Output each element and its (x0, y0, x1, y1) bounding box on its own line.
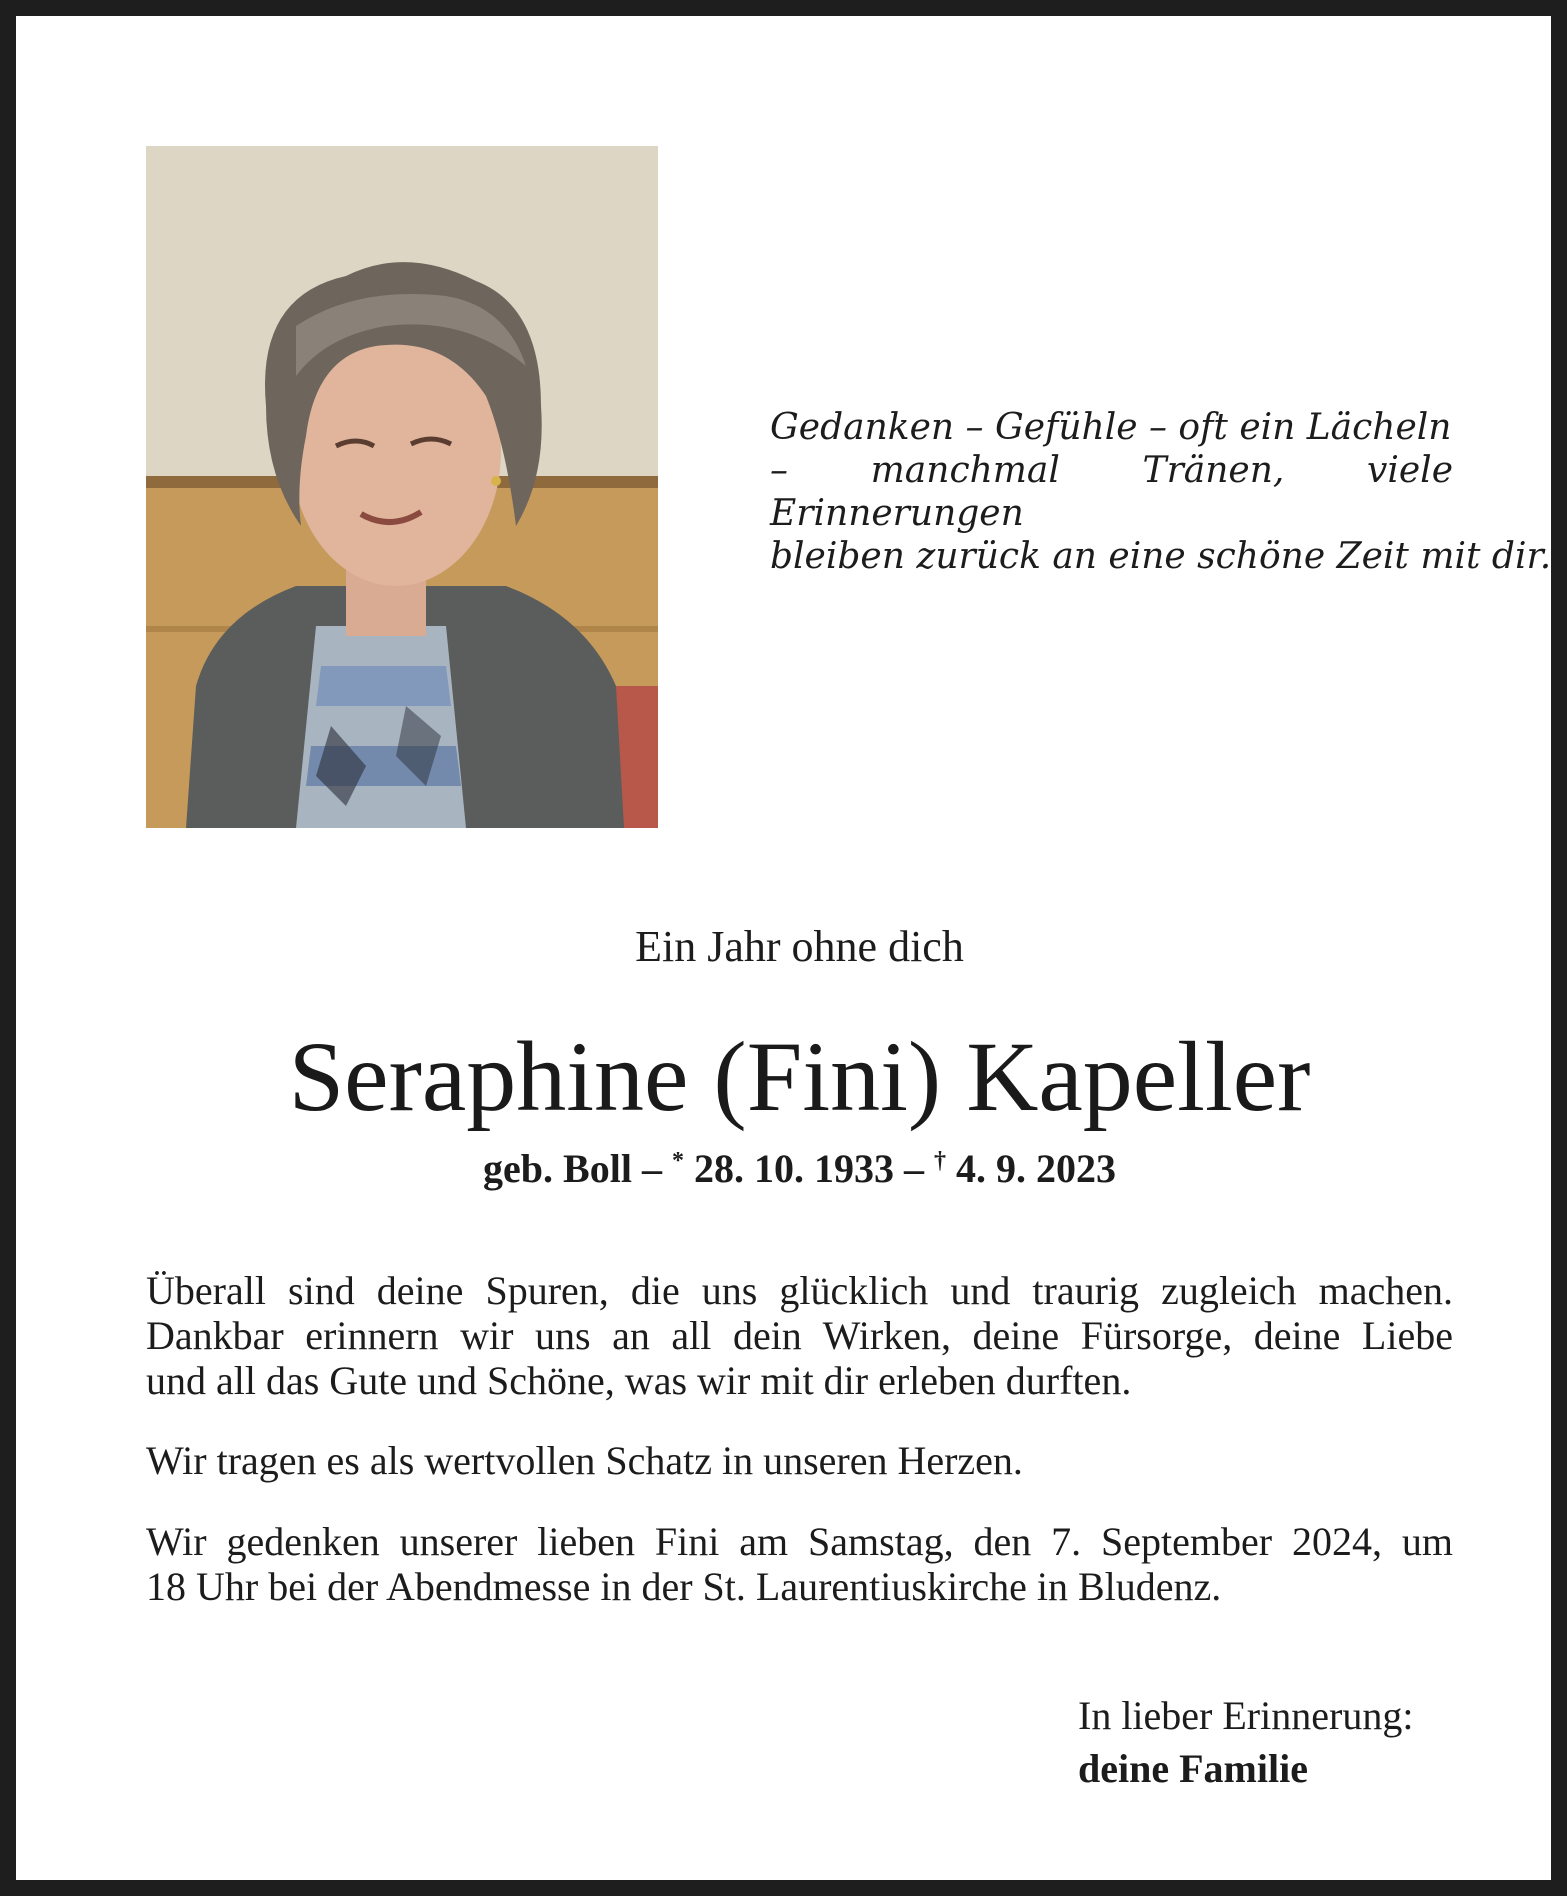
poem-line: – manchmal Tränen, viele Erinnerungen (770, 450, 1453, 534)
paragraph-line: Dankbar erinnern wir uns an all dein Wirken, deine Fürsorge, deine Liebe (146, 1313, 1453, 1358)
poem-line: bleiben zurück an eine schöne Zeit mit dir. (770, 536, 1552, 577)
separator: – (641, 1146, 662, 1191)
birth-date: 28. 10. 1933 (693, 1146, 894, 1191)
poem-line: Gedanken – Gefühle – oft ein Lächeln (770, 407, 1452, 448)
family-signature: deine Familie (1078, 1746, 1308, 1791)
paragraph-mass-announcement (146, 1519, 1453, 1609)
death-date: 4. 9. 2023 (955, 1146, 1116, 1191)
death-symbol: † (933, 1148, 946, 1174)
paragraph-line: Wir tragen es als wertvollen Schatz in unseren Herzen. (146, 1438, 1023, 1483)
deceased-name: Seraphine (Fini) Kapeller (288, 1021, 1311, 1132)
life-dates (16, 1145, 1567, 1193)
paragraph-treasure (146, 1438, 1453, 1483)
paragraph-line: und all das Gute und Schöne, was wir mit dir erleben durften. (146, 1358, 1132, 1403)
closing-line: In lieber Erinnerung: (1078, 1693, 1414, 1738)
subtitle: Ein Jahr ohne dich (635, 922, 964, 971)
birth-symbol: * (671, 1148, 684, 1174)
separator: – (903, 1146, 924, 1191)
paragraph-line: Wir gedenken unserer lieben Fini am Samstag, den 7. September 2024, um (146, 1519, 1453, 1564)
paragraph-line: 18 Uhr bei der Abendmesse in der St. Laurentiuskirche in Bludenz. (146, 1564, 1222, 1609)
paragraph-memories (146, 1268, 1453, 1403)
paragraph-line: Überall sind deine Spuren, die uns glücklich und traurig zugleich machen. (146, 1268, 1453, 1313)
maiden-name: geb. Boll (483, 1146, 632, 1191)
portrait-photo (146, 146, 658, 828)
poem (770, 406, 1552, 578)
